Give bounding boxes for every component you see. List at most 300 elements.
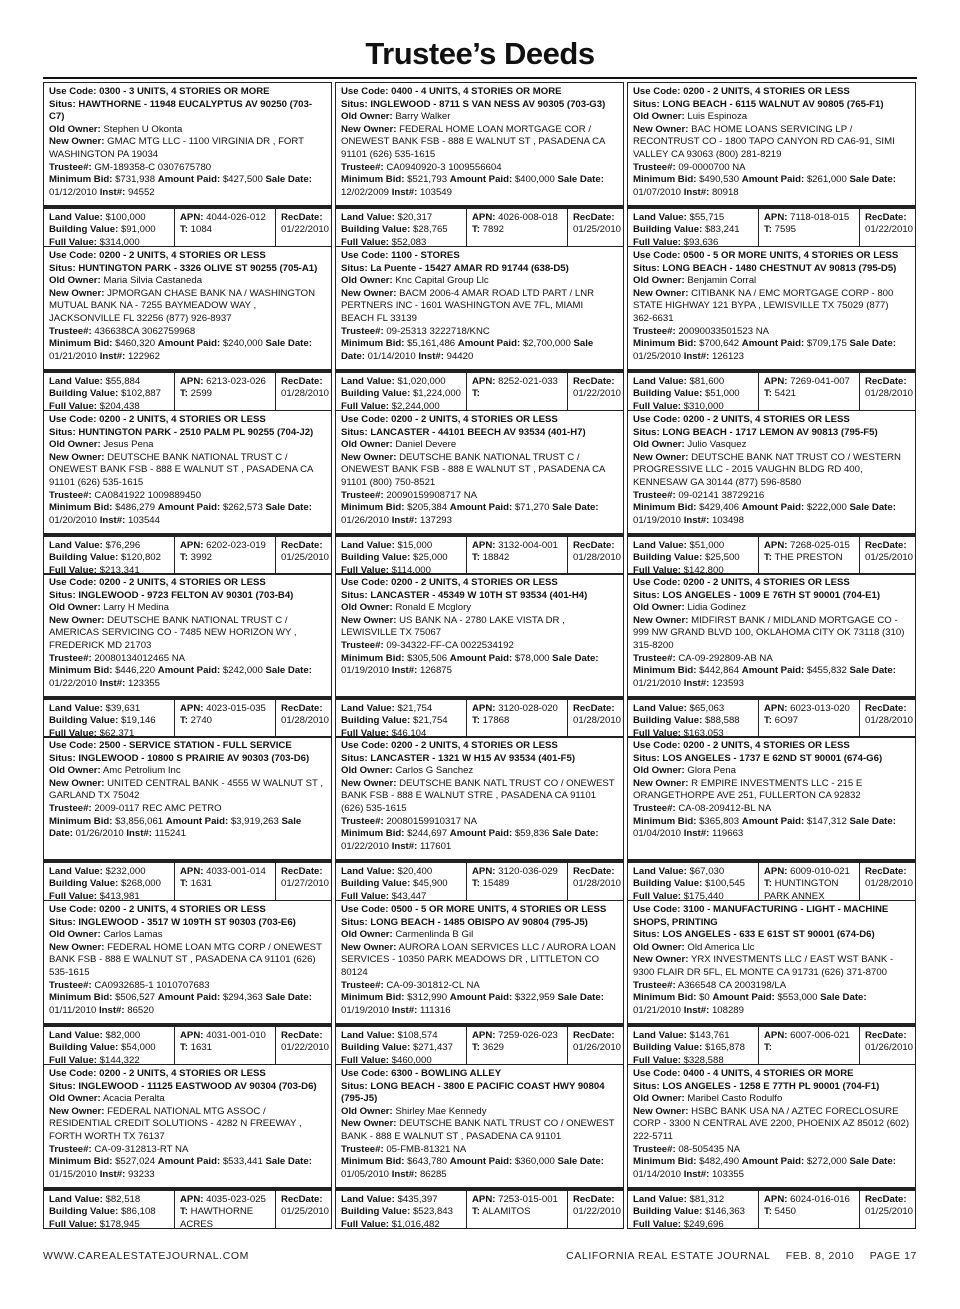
land-value-label: Land Value: [49, 703, 103, 714]
minimum-bid-label: Minimum Bid: [633, 502, 697, 514]
old-owner-value: Ronald E Mcglory [395, 602, 472, 614]
old-owner-value: Glora Pena [687, 765, 736, 777]
inst-number [99, 1005, 154, 1016]
amount-paid-label: Amount Paid: [741, 665, 805, 677]
parcel-cell [174, 700, 275, 737]
valuation-cell [336, 863, 466, 900]
sale-date-label: Sale Date: [849, 815, 896, 827]
building-value-line [341, 388, 462, 400]
deed-record [43, 573, 332, 736]
full-value-value: $460,000 [391, 1054, 432, 1064]
new-owner-label: New Owner: [341, 451, 397, 463]
full-value-value: $114,000 [391, 564, 431, 574]
trustee-line [633, 980, 910, 993]
footer-page-number: PAGE 17 [869, 1250, 917, 1262]
deed-record-values [627, 535, 916, 575]
amount-paid [450, 174, 555, 185]
land-value [49, 1194, 140, 1205]
trustee-number-label: Trustee#: [633, 652, 676, 664]
building-value-value: $100,545 [704, 878, 745, 890]
amount-paid [158, 665, 263, 676]
bid-line [49, 1156, 326, 1181]
apn-label: APN: [764, 376, 788, 387]
new-owner-line [341, 1118, 618, 1143]
recdate-cell [567, 209, 623, 246]
inst-number-label: Inst#: [683, 186, 710, 198]
old-owner-line [341, 439, 618, 452]
trustee-number [49, 1144, 188, 1155]
situs-address: Situs: LANCASTER - 45349 W 10TH ST 93534 (401-H4) [341, 589, 588, 601]
amount-paid [450, 653, 550, 664]
new-owner-value: CITIBANK NA / EMC MORTGAGE CORP - 800 STATE HIGHWAY 121 BYPA , LEWISVILLE TX 75029 (877) 362-6631 [633, 287, 894, 324]
deed-record-values [43, 1025, 332, 1065]
full-value-value: $163,053 [683, 727, 724, 737]
full-value-line [633, 401, 754, 410]
amount-paid-label: Amount Paid: [449, 174, 513, 186]
apn-label: APN: [472, 703, 496, 714]
amount-paid-label: Amount Paid: [449, 652, 513, 664]
land-value-label: Land Value: [633, 866, 687, 877]
full-value [49, 891, 140, 900]
recdate-label: RecDate: [865, 376, 907, 387]
amount-paid-label: Amount Paid: [157, 665, 221, 677]
amount-paid-label: Amount Paid: [157, 338, 221, 350]
minimum-bid-label: Minimum Bid: [633, 174, 697, 186]
old-owner-label: Old Owner: [633, 439, 685, 451]
building-value-value: $523,843 [412, 1206, 453, 1218]
apn-value: 4026-008-018 [498, 212, 558, 223]
apn-line [180, 1030, 271, 1042]
sale-date-label: Sale Date: [49, 815, 302, 840]
trustee-number [49, 653, 185, 664]
recdate-label: RecDate: [573, 1030, 615, 1041]
new-owner-label: New Owner: [341, 287, 397, 299]
full-value-label: Full Value: [633, 564, 681, 574]
building-value-value: $268,000 [120, 878, 161, 890]
land-value-line [49, 1030, 170, 1042]
recdate-cell [567, 700, 623, 737]
apn [180, 540, 266, 551]
new-owner-line [633, 615, 910, 653]
building-value-label: Building Value: [49, 1042, 119, 1054]
old-owner-line [49, 765, 326, 778]
building-value [49, 388, 161, 399]
valuation-cell [44, 209, 174, 246]
land-value-value: $21,754 [397, 703, 433, 714]
land-value [341, 866, 432, 877]
sale-date-value: 01/22/2010 [49, 677, 98, 689]
building-value-line [49, 552, 170, 564]
minimum-bid-value: $3,856,061 [115, 815, 164, 827]
land-value-value: $1,020,000 [397, 376, 446, 387]
apn-line [180, 703, 271, 715]
land-value-label: Land Value: [341, 1030, 395, 1041]
old-owner-label: Old Owner: [341, 765, 393, 777]
inst-number-value: 117601 [419, 840, 452, 852]
apn-value: 4035-023-025 [206, 1194, 266, 1205]
recdate-label: RecDate: [281, 212, 323, 223]
new-owner-line [341, 288, 618, 326]
land-value [49, 866, 146, 877]
new-owner-line [633, 1106, 910, 1144]
deed-record [335, 82, 624, 246]
minimum-bid [633, 1156, 739, 1167]
situs-address: Situs: LONG BEACH - 1485 OBISPO AV 90804 (795-J5) [341, 916, 588, 928]
apn-value: 3120-036-029 [498, 866, 558, 877]
new-owner [49, 942, 322, 978]
land-value-line [49, 1194, 170, 1206]
inst-number-label: Inst#: [683, 514, 710, 526]
recdate-value: 01/28/2010 [865, 715, 914, 727]
old-owner-value: Jesus Pena [103, 439, 154, 451]
tract-label: T: [764, 224, 772, 236]
trustee-number [49, 980, 210, 991]
amount-paid [158, 992, 263, 1003]
amount-paid-label: Amount Paid: [449, 1156, 513, 1168]
full-value-value: $142,800 [683, 564, 724, 574]
tract-value: ALAMITOS [482, 1206, 531, 1218]
apn-line [180, 866, 271, 878]
recdate-cell [859, 863, 915, 900]
old-owner-value: Carmenlinda B Gil [395, 929, 474, 941]
deed-record [43, 246, 332, 410]
trustee-number-label: Trustee#: [633, 979, 676, 991]
recdate-value: 01/25/2010 [865, 552, 914, 564]
amount-paid-value: $2,700,000 [522, 338, 571, 350]
full-value-value: $2,244,000 [391, 400, 440, 410]
apn [472, 376, 558, 387]
recdate-cell [275, 1027, 331, 1064]
amount-paid [450, 828, 550, 839]
trustee-number [633, 162, 746, 173]
tract-label: T: [180, 552, 188, 564]
parcel-cell [466, 1191, 567, 1228]
sale-date-label: Sale Date: [849, 502, 896, 514]
deed-record-details [627, 1064, 916, 1189]
new-owner [633, 954, 893, 978]
trustee-number-value: 20090033501523 NA [678, 325, 770, 337]
trustee-number [633, 490, 764, 501]
trustee-number-label: Trustee#: [633, 802, 676, 814]
new-owner [49, 615, 297, 651]
situs-address: Situs: HUNTINGTON PARK - 3326 OLIVE ST 90255 (705-A1) [49, 262, 318, 274]
trustee-number-value: CA-09-301812-CL NA [386, 979, 480, 991]
parcel-cell [466, 863, 567, 900]
old-owner-label: Old Owner: [49, 929, 101, 941]
land-value-line [341, 1194, 462, 1206]
minimum-bid-label: Minimum Bid: [633, 338, 697, 350]
land-value-value: $100,000 [105, 212, 146, 223]
full-value-label: Full Value: [49, 890, 97, 900]
inst-number-label: Inst#: [683, 350, 710, 362]
recdate-value: 01/26/2010 [865, 1042, 914, 1054]
old-owner-label: Old Owner: [633, 602, 685, 614]
amount-paid [458, 338, 571, 349]
inst-number-label: Inst#: [99, 677, 126, 689]
trustee-number-label: Trustee#: [49, 802, 92, 814]
building-value-value: $21,754 [412, 715, 448, 727]
full-value-line [341, 237, 462, 246]
apn-value: 7253-015-001 [498, 1194, 558, 1205]
land-value [633, 212, 724, 223]
tract-value: 7892 [482, 224, 505, 236]
building-value [341, 1206, 453, 1217]
apn-line [472, 540, 563, 552]
use-code: Use Code: 2500 - SERVICE STATION - FULL SERVICE [49, 740, 292, 751]
amount-paid-value: $240,000 [222, 338, 263, 350]
tract-label: T: [180, 1042, 188, 1054]
land-value-label: Land Value: [341, 703, 395, 714]
land-value-value: $67,030 [689, 866, 725, 877]
sale-date-value: 01/12/2010 [49, 186, 98, 198]
old-owner-label: Old Owner: [633, 275, 685, 287]
trustee-number [341, 640, 514, 651]
trustee-line [49, 326, 326, 339]
trustee-line [341, 162, 618, 175]
inst-number [100, 187, 155, 198]
parcel-cell [758, 209, 859, 246]
inst-number-value: 93233 [127, 1168, 155, 1180]
trustee-number-label: Trustee#: [49, 489, 92, 501]
minimum-bid [49, 338, 155, 349]
minimum-bid-label: Minimum Bid: [49, 1156, 113, 1168]
parcel-cell [466, 700, 567, 737]
new-owner-label: New Owner: [341, 1118, 397, 1130]
apn-value: 8252-021-033 [498, 376, 558, 387]
tract-value: 1084 [190, 224, 213, 236]
apn-label: APN: [764, 1194, 788, 1205]
minimum-bid-value: $490,530 [699, 174, 740, 186]
deed-record-values [335, 535, 624, 575]
recdate-label: RecDate: [865, 1030, 907, 1041]
deed-record [43, 900, 332, 1064]
deed-record-details [43, 900, 332, 1025]
new-owner-label: New Owner: [341, 614, 397, 626]
deed-record [43, 82, 332, 246]
bid-line [633, 338, 910, 363]
building-value [49, 1206, 156, 1217]
full-value-line [341, 1055, 462, 1064]
amount-paid [450, 1156, 555, 1167]
parcel-cell [758, 863, 859, 900]
land-value [633, 1030, 730, 1041]
full-value-value: $52,083 [391, 236, 427, 246]
tract-value: 2740 [190, 715, 213, 727]
land-value-label: Land Value: [49, 1030, 103, 1041]
land-value-line [633, 540, 754, 552]
new-owner-line [633, 778, 910, 803]
land-value-label: Land Value: [633, 1194, 687, 1205]
land-value-line [49, 866, 170, 878]
minimum-bid-label: Minimum Bid: [633, 815, 697, 827]
old-owner-value: Carlos Lamas [103, 929, 163, 941]
footer-website[interactable]: WWW.CAREALESTATEJOURNAL.COM [43, 1250, 249, 1262]
old-owner-label: Old Owner: [341, 111, 393, 123]
tract-line [764, 1042, 855, 1054]
land-value-value: $81,600 [689, 376, 725, 387]
amount-paid-label: Amount Paid: [157, 174, 221, 186]
use-code: Use Code: 0200 - 2 UNITS, 4 STORIES OR LESS [633, 86, 850, 97]
apn-value: 4044-026-012 [206, 212, 266, 223]
full-value-label: Full Value: [633, 400, 681, 410]
land-value [341, 703, 432, 714]
valuation-cell [628, 537, 758, 574]
minimum-bid [341, 338, 455, 349]
amount-paid [450, 992, 555, 1003]
deed-record [627, 736, 916, 900]
new-owner-value: JPMORGAN CHASE BANK NA / WASHINGTON MUTUAL BANK NA - 7255 BAYMEADOW WAY , JACKSONVILLE FL 32256 (877) 926-8937 [49, 287, 316, 324]
amount-paid-value: $71,270 [514, 502, 550, 514]
inst-number-value: 126875 [419, 665, 452, 677]
full-value [633, 237, 718, 246]
building-value [341, 388, 461, 399]
land-value-line [633, 1030, 754, 1042]
inst-number-value: 86520 [127, 1004, 154, 1016]
old-owner-line [341, 602, 618, 615]
amount-paid-label: Amount Paid: [741, 338, 805, 350]
recdate-cell [275, 373, 331, 410]
trustee-number-value: 2009-0117 REC AMC PETRO [94, 802, 222, 814]
old-owner [49, 1093, 165, 1104]
trustee-number-label: Trustee#: [341, 489, 384, 501]
deed-record-values [335, 207, 624, 247]
apn-value: 7269-041-007 [790, 376, 850, 387]
full-value-value: $46,104 [391, 727, 427, 737]
parcel-cell [758, 1191, 859, 1228]
building-value-label: Building Value: [341, 1042, 411, 1054]
inst-number-value: 122962 [127, 350, 160, 362]
deed-record [627, 82, 916, 246]
minimum-bid-label: Minimum Bid: [633, 992, 697, 1004]
building-value-value: $102,887 [120, 388, 161, 400]
new-owner [341, 1118, 614, 1142]
apn-line [180, 212, 271, 224]
apn-line [764, 866, 855, 878]
inst-number [392, 841, 452, 852]
parcel-cell [466, 209, 567, 246]
full-value-line [341, 401, 462, 410]
full-value [49, 401, 140, 410]
amount-paid-value: $261,000 [806, 174, 847, 186]
deed-record [43, 410, 332, 573]
recdate-cell [567, 863, 623, 900]
inst-number [684, 678, 744, 689]
tract-value: 5450 [774, 1206, 797, 1218]
tract [472, 1206, 530, 1217]
deed-record-details [335, 1064, 624, 1189]
amount-paid-label: Amount Paid: [157, 502, 221, 514]
full-value-label: Full Value: [49, 1218, 97, 1228]
inst-number-value: 108289 [711, 1004, 744, 1016]
building-value-line [49, 715, 170, 727]
full-value-line [633, 891, 754, 900]
land-value-value: $51,000 [689, 540, 725, 551]
building-value-label: Building Value: [341, 715, 411, 727]
recdate-value: 01/28/2010 [865, 388, 914, 400]
page-title: Trustee’s Deeds [365, 36, 595, 71]
deed-record [627, 900, 916, 1064]
tract-value: 17868 [482, 715, 510, 727]
minimum-bid [341, 828, 447, 839]
full-value [341, 237, 426, 246]
trustee-number [341, 1144, 466, 1155]
minimum-bid [49, 816, 163, 827]
apn-value: 6007-006-021 [790, 1030, 850, 1041]
minimum-bid-label: Minimum Bid: [341, 992, 405, 1004]
bid-line [341, 1156, 618, 1181]
apn-label: APN: [180, 540, 204, 551]
sale-date-value: 01/05/2010 [341, 1168, 390, 1180]
tract [472, 715, 509, 726]
old-owner [341, 929, 473, 940]
amount-paid-value: $78,000 [514, 652, 550, 664]
use-code: Use Code: 0200 - 2 UNITS, 4 STORIES OR LESS [49, 577, 266, 588]
situs-address: Situs: INGLEWOOD - 9723 FELTON AV 90301 (703-B4) [49, 589, 294, 601]
minimum-bid-value: $482,490 [699, 1156, 740, 1168]
minimum-bid-label: Minimum Bid: [633, 665, 697, 677]
building-value-label: Building Value: [49, 388, 119, 400]
inst-number-label: Inst#: [418, 350, 444, 362]
recdate-label: RecDate: [573, 703, 615, 714]
situs-address: Situs: INGLEWOOD - 3517 W 109TH ST 90303 (703-E6) [49, 916, 296, 928]
inst-number-label: Inst#: [683, 677, 710, 689]
inst-number-value: 103549 [419, 186, 452, 198]
use-code: Use Code: 3100 - MANUFACTURING - LIGHT - MACHINE SHOPS, PRINTING [633, 904, 889, 928]
apn-line [764, 212, 855, 224]
minimum-bid-label: Minimum Bid: [341, 502, 405, 514]
minimum-bid-label: Minimum Bid: [341, 1156, 405, 1168]
apn-line [472, 703, 563, 715]
deed-record-values [627, 698, 916, 738]
recdate-cell [859, 373, 915, 410]
full-value-line [341, 1219, 462, 1228]
trustee-number-label: Trustee#: [341, 639, 384, 651]
new-owner-label: New Owner: [633, 123, 689, 135]
minimum-bid-label: Minimum Bid: [49, 338, 113, 350]
inst-number [418, 351, 473, 362]
parcel-cell [174, 373, 275, 410]
tract [764, 715, 798, 726]
tract-line [472, 878, 563, 890]
trustee-number [49, 490, 201, 501]
building-value-line [341, 224, 462, 236]
use-code: Use Code: 0200 - 2 UNITS, 4 STORIES OR LESS [49, 904, 266, 915]
sale-date-label: Sale Date: [265, 665, 312, 677]
building-value-line [341, 1206, 462, 1218]
recdate-value: 01/28/2010 [573, 715, 622, 727]
old-owner-line [633, 602, 910, 615]
old-owner-line [49, 1093, 326, 1106]
amount-paid-label: Amount Paid: [741, 1156, 805, 1168]
deed-record [335, 736, 624, 900]
situs-address: Situs: INGLEWOOD - 10800 S PRAIRIE AV 90303 (703-D6) [49, 752, 310, 764]
full-value-value: $43,447 [391, 890, 427, 900]
new-owner-line [633, 954, 910, 979]
building-value-label: Building Value: [633, 1042, 703, 1054]
minimum-bid-value: $5,161,486 [407, 338, 456, 350]
apn-label: APN: [180, 1030, 204, 1041]
recdate-value: 01/25/2010 [573, 224, 622, 236]
apn [180, 212, 266, 223]
old-owner-label: Old Owner: [341, 275, 393, 287]
new-owner-value: BAC HOME LOANS SERVICING LP / RECONTRUST CO - 1800 TAPO CANYON RD CA6-91, SIMI VALLEY CA 93063 (800) 281-8219 [633, 123, 895, 160]
situs-address: Situs: LOS ANGELES - 633 E 61ST ST 90001 (674-D6) [633, 929, 875, 941]
valuation-cell [44, 700, 174, 737]
recdate-value: 01/26/2010 [573, 1042, 622, 1054]
new-owner-value: DEUTSCHE BANK NATIONAL TRUST C / ONEWEST BANK FSB - 888 E WALNUT ST , PASADENA CA 91101 (626) 535-1615 [49, 451, 313, 488]
apn [764, 376, 850, 387]
trustee-number-value: CA0932685-1 1010707683 [94, 979, 210, 991]
